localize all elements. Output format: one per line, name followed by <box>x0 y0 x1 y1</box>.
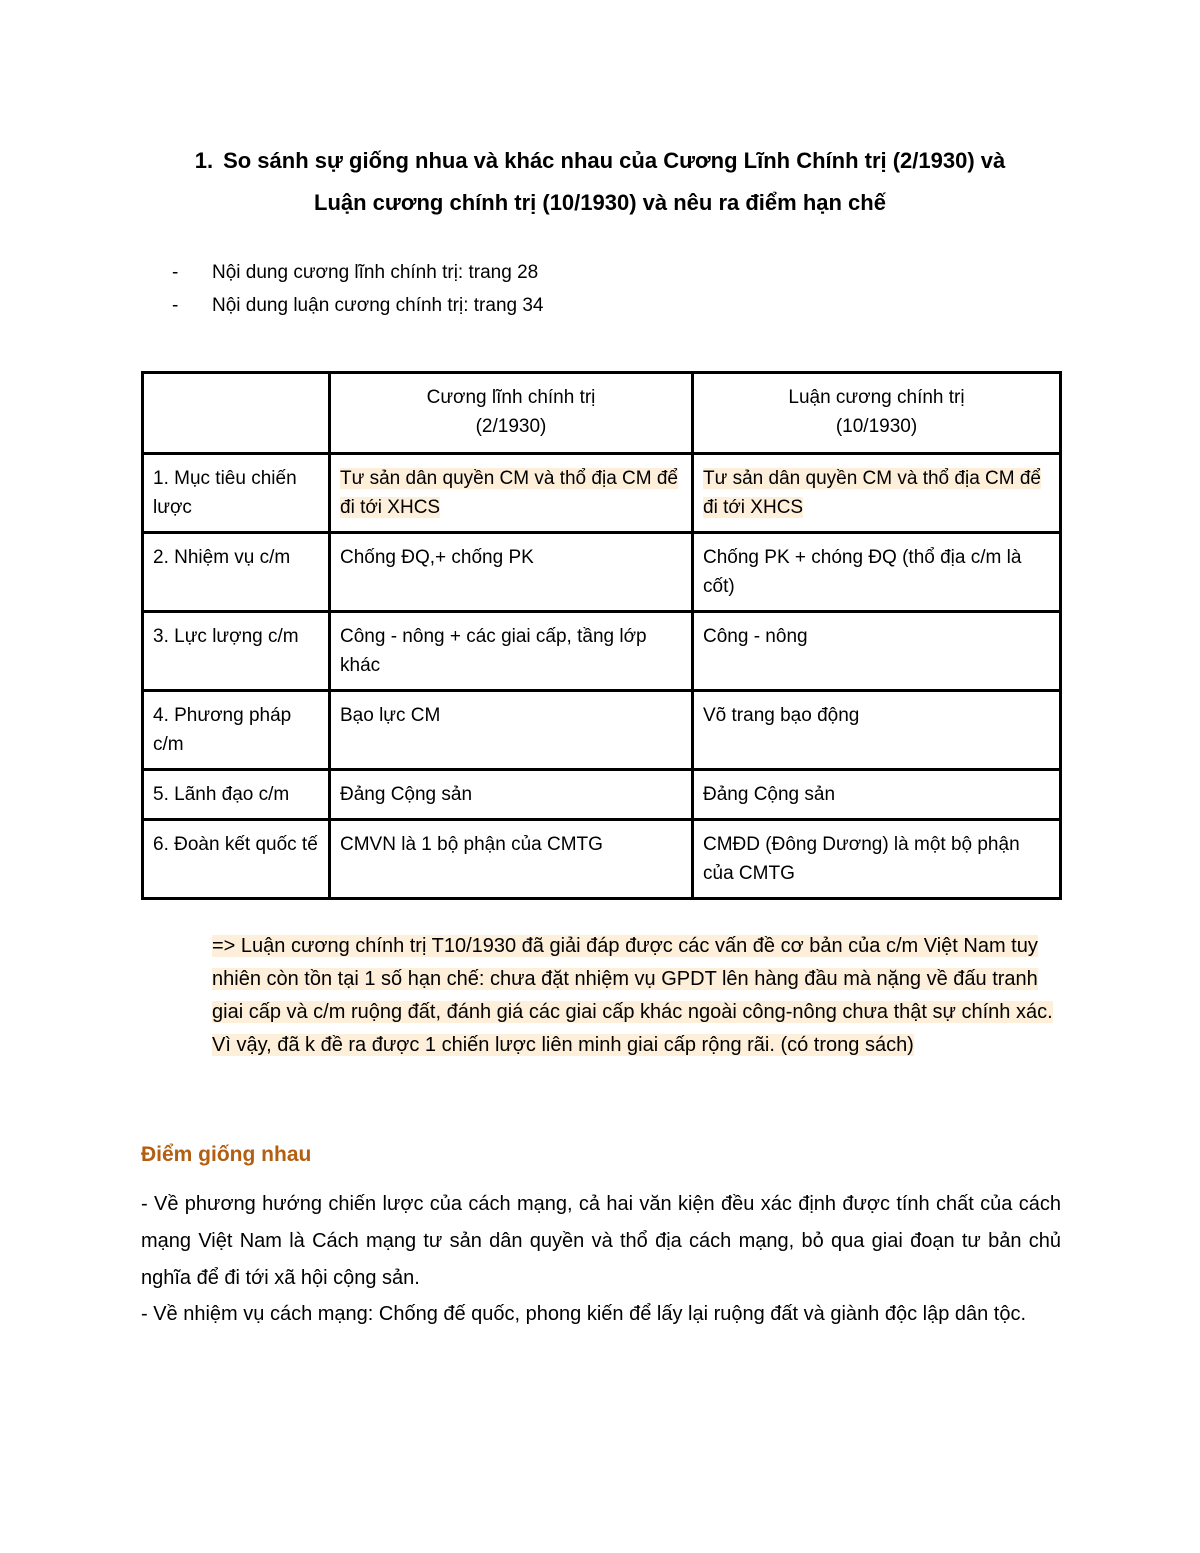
header-date: (2/1930) <box>475 416 547 437</box>
row-label: 2. Nhiệm vụ c/m <box>143 533 330 612</box>
title-line-1 <box>140 140 1060 182</box>
highlighted-text: Tư sản dân quyền CM và thổ địa CM để đi tới XHCS <box>703 468 1042 518</box>
section-heading: Điểm giống nhau <box>141 1143 312 1166</box>
cell-luan-cuong: Võ trang bạo động <box>693 691 1061 770</box>
bullet-dash: - <box>172 262 179 283</box>
bullet-list <box>172 256 544 322</box>
row-label: 5. Lãnh đạo c/m <box>143 770 330 820</box>
header-cell-cuong-linh <box>330 373 693 454</box>
cell-luan-cuong: Đảng Cộng sản <box>693 770 1061 820</box>
title-number: 1. <box>194 148 214 173</box>
cell-cuong-linh: Đảng Cộng sản <box>330 770 693 820</box>
table-row <box>143 820 1061 899</box>
row-label: 4. Phương pháp c/m <box>143 691 330 770</box>
paragraph: - Về nhiệm vụ cách mạng: Chống đế quốc, phong kiến để lấy lại ruộng đất và giành độc lập dân tộc. <box>141 1303 1027 1325</box>
bullet-text: Nội dung cương lĩnh chính trị: trang 28 <box>212 262 539 283</box>
header-cell-luan-cuong <box>693 373 1061 454</box>
table-row <box>143 533 1061 612</box>
paragraph: - Về phương hướng chiến lược của cách mạng, cả hai văn kiện đều xác định được tính chất của cách mạng Việt Nam là Cách mạng tư sản dân quyền và thổ địa cách mạng, bỏ qua giai đoạn tư bản chủ nghĩa để đi tới xã hội cộng sản. <box>141 1193 1061 1289</box>
cell-cuong-linh <box>330 454 693 533</box>
table-row <box>143 770 1061 820</box>
highlighted-text: => Luận cương chính trị T10/1930 đã giải đáp được các vấn đề cơ bản của c/m Việt Nam tuy nhiên còn tồn tại 1 số hạn chế: chưa đặt nhiệm vụ GPDT lên hàng đầu mà nặng về đấu tranh giai cấp và c/m ruộng đất, đánh giá các giai cấp khác ngoài công-nông chưa thật sự chính xác. Vì vậy, đã k đề ra được 1 chiến lược liên minh giai cấp rộng rãi. (có trong sách) <box>212 935 1053 1056</box>
header-date: (10/1930) <box>835 416 918 437</box>
bullet-text: Nội dung luận cương chính trị: trang 34 <box>212 295 544 316</box>
table-row <box>143 454 1061 533</box>
table-row <box>143 691 1061 770</box>
table-row <box>143 612 1061 691</box>
cell-cuong-linh: Chống ĐQ,+ chống PK <box>330 533 693 612</box>
highlighted-text: Tư sản dân quyền CM và thổ địa CM để đi tới XHCS <box>340 468 679 518</box>
row-label: 3. Lực lượng c/m <box>143 612 330 691</box>
cell-cuong-linh: CMVN là 1 bộ phận của CMTG <box>330 820 693 899</box>
page-title <box>140 140 1060 224</box>
cell-luan-cuong <box>693 454 1061 533</box>
cell-cuong-linh: Công - nông + các giai cấp, tầng lớp khác <box>330 612 693 691</box>
comparison-table <box>141 371 1062 900</box>
title-text-1: So sánh sự giống nhua và khác nhau của Cương Lĩnh Chính trị (2/1930) và <box>223 148 1006 173</box>
table-header-row <box>143 373 1061 454</box>
cell-luan-cuong: CMĐD (Đông Dương) là một bộ phận của CMTG <box>693 820 1061 899</box>
bullet-dash: - <box>172 295 179 316</box>
row-label: 6. Đoàn kết quốc tế <box>143 820 330 899</box>
header-text: Cương lĩnh chính trị <box>426 387 596 408</box>
title-line-2: Luận cương chính trị (10/1930) và nêu ra điểm hạn chế <box>314 190 886 215</box>
header-text: Luận cương chính trị <box>788 387 965 408</box>
cell-cuong-linh: Bạo lực CM <box>330 691 693 770</box>
cell-luan-cuong: Chống PK + chóng ĐQ (thổ địa c/m là cốt) <box>693 533 1061 612</box>
header-cell-empty <box>143 373 330 454</box>
cell-luan-cuong: Công - nông <box>693 612 1061 691</box>
conclusion-paragraph <box>212 930 1062 1062</box>
list-item <box>172 289 544 322</box>
row-label: 1. Mục tiêu chiến lược <box>143 454 330 533</box>
list-item <box>172 256 544 289</box>
